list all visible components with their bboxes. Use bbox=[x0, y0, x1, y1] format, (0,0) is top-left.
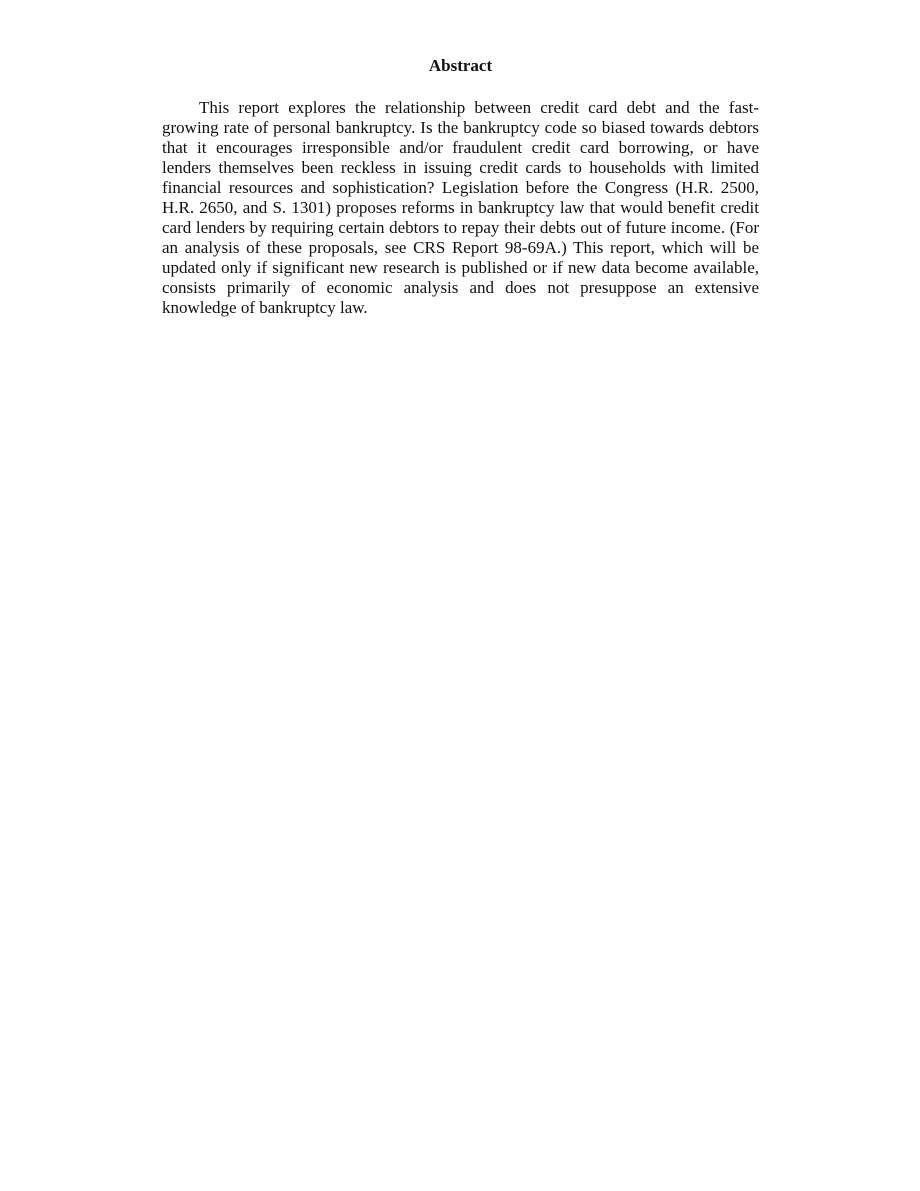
abstract-section bbox=[162, 56, 759, 318]
abstract-paragraph: This report explores the relationship between credit card debt and the fast-growing rate of personal bankruptcy. Is the bankruptcy code so biased towards debtors that it encourages irresponsible and/or fraudulent credit card borrowing, or have lenders themselves been reckless in issuing credit cards to households with limited financial resources and sophistication? Legislation before the Congress (H.R. 2500, H.R. 2650, and S. 1301) proposes reforms in bankruptcy law that would benefit credit card lenders by requiring certain debtors to repay their debts out of future income. (For an analysis of these proposals, see CRS Report 98-69A.) This report, which will be updated only if significant new research is published or if new data become available, consists primarily of economic analysis and does not presuppose an extensive knowledge of bankruptcy law. bbox=[162, 98, 759, 317]
abstract-title: Abstract bbox=[428, 56, 493, 75]
